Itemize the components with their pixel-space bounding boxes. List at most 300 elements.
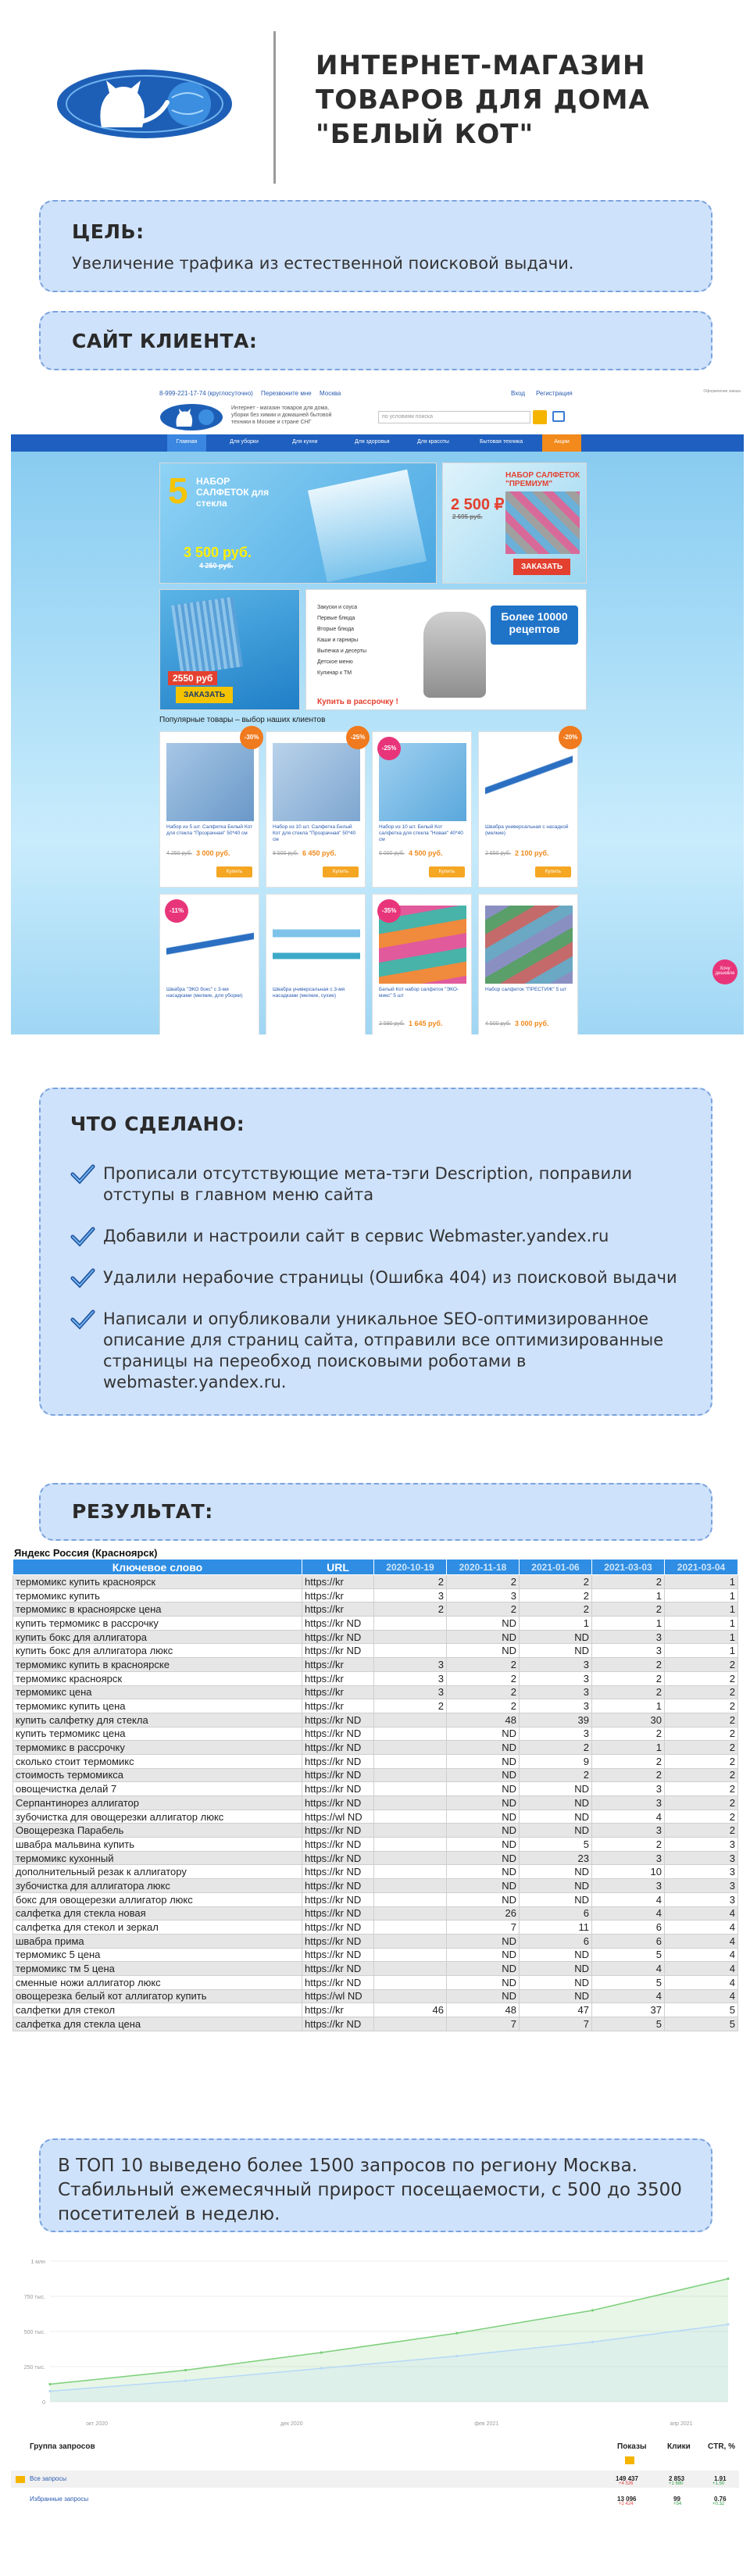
site-nav-home[interactable]: Главная [167, 434, 206, 452]
position-cell: 4 [665, 1975, 738, 1989]
url-cell[interactable]: https://wl ND [302, 1810, 374, 1824]
position-cell: 2 [447, 1685, 520, 1699]
position-cell [374, 1713, 447, 1727]
banner-thermomix[interactable] [305, 589, 587, 710]
position-cell [374, 1644, 447, 1658]
site-nav-sale[interactable]: Акции [542, 434, 581, 452]
done-item [70, 1163, 681, 1206]
url-cell[interactable]: https://kr ND [302, 1644, 374, 1658]
url-cell[interactable]: https://kr ND [302, 1630, 374, 1644]
url-cell[interactable]: https://kr ND [302, 1879, 374, 1893]
position-cell: 2 [592, 1602, 665, 1617]
position-cell: 4 [592, 1989, 665, 2003]
keyword-cell: стоимость термомикса [13, 1768, 302, 1782]
position-cell: 1 [665, 1617, 738, 1631]
table-row [13, 1602, 738, 1617]
position-cell: 4 [665, 1948, 738, 1962]
banner-mop[interactable] [159, 589, 300, 710]
position-cell: 2 [592, 1575, 665, 1589]
site-card [39, 311, 712, 370]
discount-badge: -30% [240, 726, 263, 749]
discount-badge: -11% [165, 899, 188, 923]
product-card[interactable] [159, 731, 259, 888]
keyword-cell: термомикс 5 цена [13, 1948, 302, 1962]
position-cell: 4 [592, 1906, 665, 1920]
summary-row-label[interactable]: Все запросы [30, 2475, 67, 2482]
table-row [13, 1617, 738, 1631]
position-cell: ND [520, 1865, 592, 1879]
url-cell[interactable]: https://kr [302, 2003, 374, 2017]
url-cell[interactable]: https://kr ND [302, 1934, 374, 1948]
position-cell: 2 [592, 1658, 665, 1672]
keyword-cell: купить салфетку для стекла [13, 1713, 302, 1727]
url-cell[interactable]: https://kr ND [302, 1796, 374, 1810]
position-cell: 23 [520, 1851, 592, 1865]
position-cell: 2 [447, 1575, 520, 1589]
product-name[interactable]: Швабра "ЭКО бокс" с 3-мя насадками (мелкие, для уборки) [166, 987, 243, 999]
done-item [70, 1309, 681, 1393]
product-name[interactable]: Набор из 5 шт. Салфетка Белый Кот для стекла "Прозрачная" 50*40 см [166, 824, 253, 836]
column-header: 2021-01-06 [520, 1560, 592, 1575]
product-image [273, 906, 360, 984]
position-cell [374, 1838, 447, 1852]
url-cell[interactable]: https://kr [302, 1658, 374, 1672]
position-cell: ND [520, 1782, 592, 1796]
site-corner-text: Оформление заказа [703, 389, 741, 394]
url-cell[interactable]: https://kr [302, 1575, 374, 1589]
summary-row-label[interactable]: Избранные запросы [30, 2496, 89, 2503]
url-cell[interactable]: https://kr ND [302, 1948, 374, 1962]
url-cell[interactable]: https://kr [302, 1671, 374, 1685]
keyword-cell: купить бокс для аллигатора люкс [13, 1644, 302, 1658]
banner4-credit-link[interactable]: Купить в рассрочку ! [317, 698, 398, 706]
product-old-price: 4 500 руб. [485, 1021, 511, 1027]
banner2-order-button[interactable]: ЗАКАЗАТЬ [513, 559, 570, 575]
product-image [166, 743, 254, 821]
data-point [591, 2309, 594, 2311]
position-cell: ND [447, 1975, 520, 1989]
position-cell: ND [520, 1962, 592, 1976]
product-old-price: 2 590 руб. [379, 1021, 405, 1027]
keyword-cell: термомикс красноярск [13, 1671, 302, 1685]
summary-shows-header: Показы [617, 2442, 647, 2451]
product-card[interactable] [159, 894, 259, 1034]
position-cell: ND [520, 1948, 592, 1962]
product-card[interactable] [478, 894, 578, 1034]
keyword-cell: швабра прима [13, 1934, 302, 1948]
banner4-item: Каши и гарниры [317, 638, 359, 643]
site-city[interactable]: Москва [320, 390, 341, 397]
goal-text: Увеличение трафика из естественной поисковой выдачи. [72, 254, 574, 273]
popular-heading: Популярные товары – выбор наших клиентов [159, 716, 326, 724]
summary-clicks-delta: +54 [673, 2502, 682, 2506]
product-name[interactable]: Швабра универсальная с 3-мя насадками (мелкие, сухие) [273, 987, 345, 999]
buy-button[interactable]: Купить [323, 866, 359, 877]
url-cell[interactable]: https://kr ND [302, 1962, 374, 1976]
url-cell[interactable]: https://kr ND [302, 1975, 374, 1989]
site-search-input[interactable]: по условиям поиска [378, 411, 530, 423]
position-cell [374, 1768, 447, 1782]
site-logo[interactable] [159, 403, 223, 431]
position-cell: 5 [592, 2017, 665, 2031]
table-row [13, 1588, 738, 1602]
y-tick-label: 250 тыс. [23, 2365, 45, 2371]
banner1-number: 5 [168, 470, 188, 511]
url-cell[interactable]: https://kr ND [302, 1865, 374, 1879]
site-login-link[interactable]: Вход [511, 390, 526, 397]
table-row [13, 1782, 738, 1796]
title-line-1: ИНТЕРНЕТ-МАГАЗИН [316, 50, 646, 81]
position-cell: 2 [665, 1727, 738, 1741]
url-cell[interactable]: https://kr [302, 1588, 374, 1602]
position-cell: ND [447, 1851, 520, 1865]
position-cell: 4 [665, 1906, 738, 1920]
keyword-cell: сколько стоит термомикс [13, 1754, 302, 1768]
product-image [485, 743, 573, 821]
position-cell: 2 [520, 1602, 592, 1617]
position-cell: ND [520, 1989, 592, 2003]
header [0, 0, 750, 188]
position-cell: ND [447, 1948, 520, 1962]
banner2-image [505, 491, 580, 554]
position-cell: 1 [592, 1588, 665, 1602]
banner4-item: Вторые блюда [317, 627, 355, 632]
keyword-cell: зубочистка для аллигатора люкс [13, 1879, 302, 1893]
banner3-image [171, 597, 243, 675]
position-cell: ND [520, 1630, 592, 1644]
url-cell[interactable]: https://kr [302, 1685, 374, 1699]
url-cell[interactable]: https://kr ND [302, 1782, 374, 1796]
product-card[interactable] [478, 731, 578, 888]
position-cell: 2 [592, 1768, 665, 1782]
banner-wipes-5[interactable] [159, 463, 437, 584]
keyword-cell: сменные ножи аллигатор люкс [13, 1975, 302, 1989]
summary-ctr-header: CTR, % [708, 2442, 735, 2451]
url-cell[interactable]: https://kr [302, 1699, 374, 1713]
site-nav-cleaning[interactable]: Для уборки [230, 439, 259, 445]
summary-row[interactable] [11, 2471, 739, 2488]
column-header: 2021-03-04 [665, 1560, 738, 1575]
summary-clicks-header: Клики [667, 2442, 691, 2451]
summary-group-header: Группа запросов [30, 2442, 95, 2451]
keyword-cell: термомикс купить цена [13, 1699, 302, 1713]
table-row [13, 1948, 738, 1962]
position-cell: 39 [520, 1713, 592, 1727]
summary-shows-delta: +4 526 [619, 2481, 634, 2486]
position-cell: 46 [374, 2003, 447, 2017]
data-point [727, 2278, 729, 2280]
url-cell[interactable]: https://wl ND [302, 1989, 374, 2003]
data-point [455, 2355, 458, 2357]
table-header-row [13, 1560, 738, 1575]
positions-table [12, 1559, 738, 2031]
table-row [13, 1824, 738, 1838]
url-cell[interactable]: https://kr ND [302, 1838, 374, 1852]
url-cell[interactable]: https://kr ND [302, 1727, 374, 1741]
table-row [13, 1975, 738, 1989]
position-cell: 1 [665, 1630, 738, 1644]
product-old-price: 4 250 руб. [166, 851, 192, 856]
result-heading: РЕЗУЛЬТАТ: [72, 1500, 213, 1523]
product-name[interactable]: Набор салфеток "ПРЕСТИЖ" 5 шт [485, 987, 567, 992]
buy-button[interactable]: Купить [535, 866, 571, 877]
check-mark-icon [70, 1226, 95, 1248]
position-cell: 3 [665, 1865, 738, 1879]
product-name[interactable]: Белый Кот набор салфеток "ЭКО-микс" 5 шт [379, 987, 459, 999]
position-cell [374, 1741, 447, 1755]
position-cell: 2 [447, 1671, 520, 1685]
position-cell: 3 [592, 1782, 665, 1796]
product-card[interactable] [372, 731, 472, 888]
table-row [13, 1989, 738, 2003]
site-callback-link[interactable]: Перезвоните мне [261, 390, 312, 397]
table-row [13, 1962, 738, 1976]
header-divider [273, 31, 276, 184]
position-cell: ND [520, 1892, 592, 1906]
site-nav-appliances[interactable]: Бытовая техника [480, 439, 523, 445]
position-cell: ND [520, 1975, 592, 1989]
url-cell[interactable]: https://kr ND [302, 1741, 374, 1755]
position-cell: 5 [592, 1975, 665, 1989]
y-tick-label: 1 млн [30, 2260, 45, 2265]
summary-clicks-delta: +1 680 [669, 2481, 684, 2486]
y-tick-label: 0 [42, 2400, 45, 2406]
product-old-price: 6 000 руб. [379, 851, 405, 856]
traffic-chart [11, 2246, 741, 2433]
data-point [320, 2367, 323, 2370]
keyword-cell: овощерезка белый кот аллигатор купить [13, 1989, 302, 2003]
table-row [13, 2003, 738, 2017]
buy-button[interactable]: Купить [216, 866, 252, 877]
floating-discount-button[interactable]: Хочу дешевле [712, 959, 738, 984]
summary-shows: 149 437 [616, 2475, 638, 2482]
banner2-price: 2 500 ₽ [451, 496, 505, 513]
buy-button[interactable]: Купить [429, 866, 465, 877]
banner-premium[interactable] [442, 463, 587, 584]
position-cell: ND [447, 1630, 520, 1644]
product-name[interactable]: Швабра универсальная с насадкой (мелкие) [485, 824, 569, 836]
position-cell: 2 [665, 1810, 738, 1824]
table-row [13, 1713, 738, 1727]
position-cell: 7 [447, 1920, 520, 1935]
position-cell: 1 [665, 1588, 738, 1602]
product-card[interactable] [266, 731, 366, 888]
table-row [13, 1865, 738, 1879]
url-cell[interactable]: https://kr ND [302, 1754, 374, 1768]
position-cell: 1 [665, 1644, 738, 1658]
product-image [485, 906, 573, 984]
keyword-cell: термомикс цена [13, 1685, 302, 1699]
position-cell: 1 [665, 1602, 738, 1617]
summary-ctr-delta: +0.32 [712, 2502, 725, 2506]
banner4-item: Закуски и соуса [317, 605, 358, 610]
chart-toggle-icon[interactable] [625, 2456, 634, 2464]
position-cell: 4 [665, 1962, 738, 1976]
position-cell: 5 [665, 2003, 738, 2017]
keyword-cell: купить термомикс цена [13, 1727, 302, 1741]
table-row [13, 1906, 738, 1920]
thermomix-image [423, 612, 486, 698]
position-cell: 4 [665, 1920, 738, 1935]
position-cell: 3 [665, 1851, 738, 1865]
url-cell[interactable]: https://kr ND [302, 2017, 374, 2031]
site-nav-health[interactable]: Для здоровья [355, 439, 390, 445]
position-cell: 2 [665, 1658, 738, 1672]
url-cell[interactable]: https://kr [302, 1602, 374, 1617]
position-cell [374, 1879, 447, 1893]
done-item-text: Удалили нерабочие страницы (Ошибка 404) из поисковой выдачи [103, 1268, 677, 1287]
site-search-icon[interactable] [533, 410, 547, 424]
position-cell: 5 [592, 1948, 665, 1962]
product-name[interactable]: Набор из 10 шт. Белый Кот салфетка для стекла "Новая" 40*40 см [379, 824, 463, 842]
summary-block [11, 2419, 739, 2575]
position-cell: 2 [592, 1671, 665, 1685]
url-cell[interactable]: https://kr ND [302, 1617, 374, 1631]
position-cell: 4 [592, 1962, 665, 1976]
banner4-item: Детское меню [317, 659, 353, 665]
url-cell[interactable]: https://kr ND [302, 1892, 374, 1906]
position-cell: 3 [520, 1685, 592, 1699]
done-item [70, 1226, 681, 1247]
position-cell: 37 [592, 2003, 665, 2017]
summary-clicks: 99 [673, 2496, 680, 2503]
url-cell[interactable]: https://kr ND [302, 1906, 374, 1920]
column-header: 2020-10-19 [374, 1560, 447, 1575]
product-card[interactable] [372, 894, 472, 1034]
position-cell [374, 1810, 447, 1824]
position-cell: 2 [665, 1754, 738, 1768]
done-card [39, 1088, 712, 1416]
site-register-link[interactable]: Регистрация [536, 390, 573, 397]
product-price: 6 450 руб. [302, 849, 337, 857]
table-row [13, 1838, 738, 1852]
position-cell: ND [447, 1617, 520, 1631]
url-cell[interactable]: https://kr ND [302, 1768, 374, 1782]
site-nav-beauty[interactable]: Для красоты [417, 439, 449, 445]
site-phone[interactable]: 8-999-221-17-74 (круглосуточно) [159, 390, 253, 397]
position-cell: 10 [592, 1865, 665, 1879]
table-row [13, 1920, 738, 1935]
data-point [591, 2341, 594, 2343]
position-cell: ND [520, 1824, 592, 1838]
position-cell: 2 [374, 1602, 447, 1617]
product-price: 3 000 руб. [196, 849, 230, 857]
x-tick-label: фев 2021 [474, 2421, 499, 2427]
top10-card [39, 2138, 712, 2232]
title-line-3: "БЕЛЫЙ КОТ" [316, 119, 534, 150]
result-card [39, 1483, 712, 1541]
summary-shows: 13 096 [617, 2496, 637, 2503]
position-cell: ND [447, 1754, 520, 1768]
position-cell [374, 1727, 447, 1741]
url-cell[interactable]: https://kr ND [302, 1713, 374, 1727]
keyword-cell: овощечистка делай 7 [13, 1782, 302, 1796]
position-cell: 2 [447, 1602, 520, 1617]
table-row [13, 1796, 738, 1810]
banner3-order-button[interactable]: ЗАКАЗАТЬ [176, 687, 233, 703]
position-cell: 5 [665, 2017, 738, 2031]
position-cell [374, 1989, 447, 2003]
banner1-title: НАБОР САЛФЕТОК для стекла [196, 476, 270, 509]
summary-row[interactable] [11, 2491, 739, 2508]
keyword-cell: термомикс кухонный [13, 1851, 302, 1865]
site-cart-icon[interactable] [552, 411, 565, 422]
bar-chart-icon [16, 2476, 25, 2483]
keyword-cell: Овощерезка Парабель [13, 1824, 302, 1838]
url-cell[interactable]: https://kr ND [302, 1920, 374, 1935]
position-cell: ND [447, 1865, 520, 1879]
x-tick-label: окт 2020 [86, 2421, 108, 2427]
table-row [13, 1727, 738, 1741]
discount-badge: -35% [377, 899, 401, 923]
data-point [455, 2332, 458, 2335]
table-row [13, 1630, 738, 1644]
position-cell: 2 [447, 1699, 520, 1713]
product-card[interactable] [266, 894, 366, 1034]
position-cell: 48 [447, 1713, 520, 1727]
url-cell[interactable]: https://kr ND [302, 1851, 374, 1865]
done-item-text: Добавили и настроили сайт в сервис Webmaster.yandex.ru [103, 1227, 609, 1245]
position-cell: 3 [447, 1588, 520, 1602]
site-nav-kitchen[interactable]: Для кухни [292, 439, 318, 445]
table-row [13, 1658, 738, 1672]
position-cell: 48 [447, 2003, 520, 2017]
position-cell [374, 1851, 447, 1865]
table-row [13, 1575, 738, 1589]
banner2-title: НАБОР САЛФЕТОК "ПРЕМИУМ" [505, 471, 580, 488]
x-tick-label: апр 2021 [670, 2421, 693, 2427]
data-point [184, 2369, 187, 2371]
data-point [727, 2323, 729, 2325]
url-cell[interactable]: https://kr ND [302, 1824, 374, 1838]
position-cell: 1 [592, 1741, 665, 1755]
table-title: Яндекс Россия (Красноярск) [14, 1547, 158, 1559]
keyword-cell: бокс для овощерезки аллигатор люкс [13, 1892, 302, 1906]
position-cell [374, 1948, 447, 1962]
product-old-price: 2 650 руб. [485, 851, 511, 856]
position-cell: 4 [592, 1892, 665, 1906]
data-point [48, 2383, 51, 2385]
table-row [13, 1685, 738, 1699]
position-cell: 2 [665, 1671, 738, 1685]
position-cell: ND [447, 1782, 520, 1796]
position-cell [374, 1934, 447, 1948]
done-item-text: Написали и опубликовали уникальное SEO-оптимизированное описание для страниц сайта, отправили все оптимизированные страницы на переобход поисковыми роботами в webmaster.yandex.ru. [103, 1309, 664, 1392]
position-cell: 2 [665, 1824, 738, 1838]
position-cell: 4 [665, 1989, 738, 2003]
position-cell: 3 [665, 1879, 738, 1893]
position-cell: 11 [520, 1920, 592, 1935]
data-point [184, 2379, 187, 2381]
position-cell: 3 [374, 1671, 447, 1685]
position-cell: 3 [592, 1796, 665, 1810]
banner1-price: 3 500 руб. [184, 545, 252, 560]
position-cell [374, 1617, 447, 1631]
position-cell [374, 1865, 447, 1879]
position-cell: 7 [447, 2017, 520, 2031]
position-cell: 3 [592, 1630, 665, 1644]
position-cell: ND [447, 1934, 520, 1948]
banner4-item: Кулинар к ТМ [317, 670, 352, 676]
table-row [13, 1754, 738, 1768]
position-cell: 30 [592, 1713, 665, 1727]
position-cell: 2 [447, 1658, 520, 1672]
position-cell: 2 [520, 1588, 592, 1602]
product-name[interactable]: Набор из 10 шт. Салфетка Белый Кот для стекла "Прозрачная" 50*40 см [273, 824, 356, 842]
site-description: Интернет - магазин товаров для дома, уборки без химии и домашней бытовой техники в Москве и стране СНГ [231, 406, 332, 425]
position-cell: 6 [592, 1920, 665, 1935]
site-nav [11, 434, 744, 452]
